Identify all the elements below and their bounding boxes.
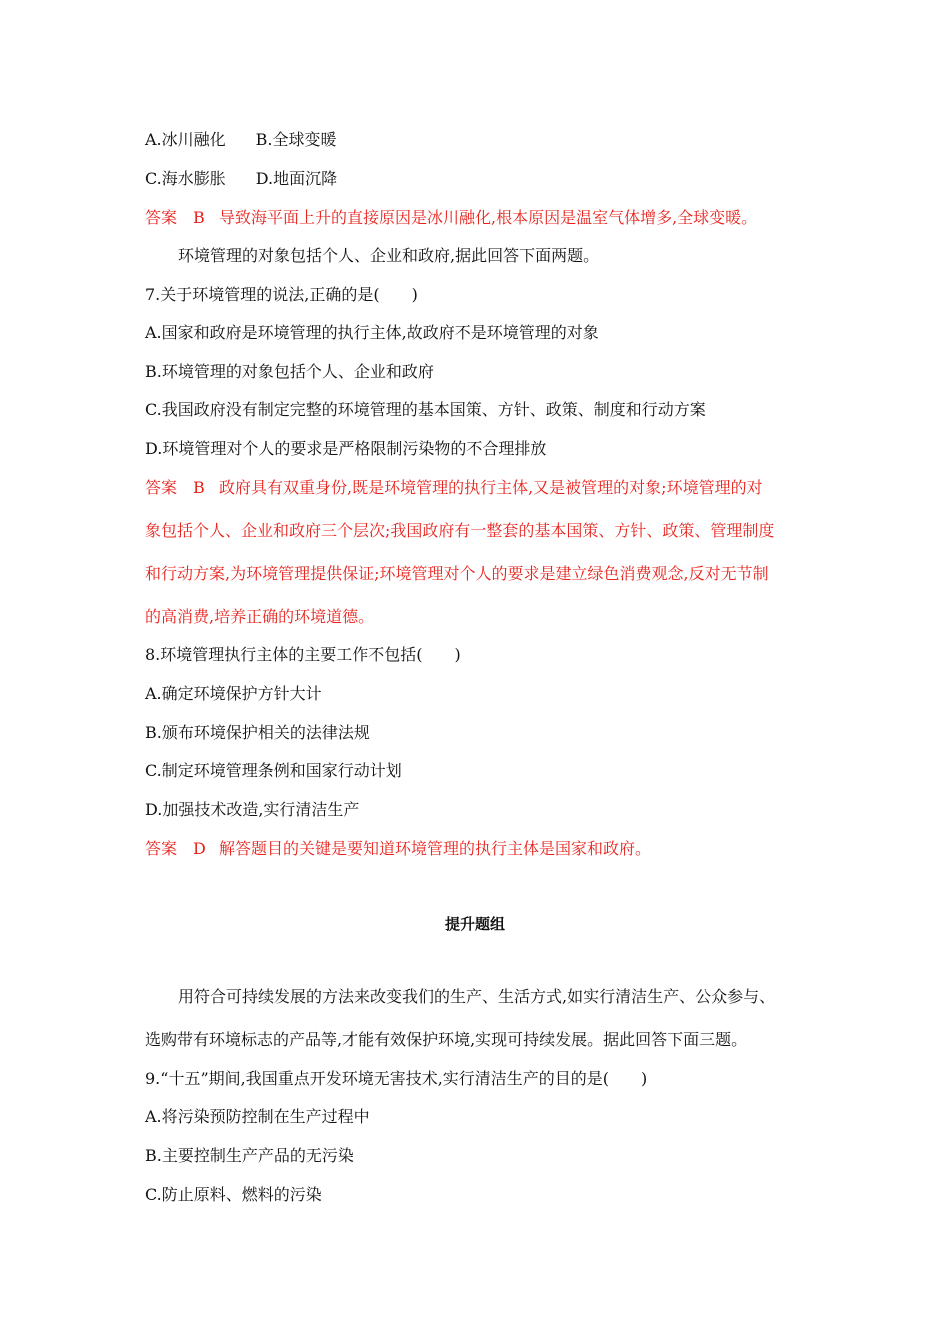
q7-option-c: C.我国政府没有制定完整的环境管理的基本国策、方针、政策、制度和行动方案 (145, 400, 706, 419)
answer-label: 答案 (145, 478, 178, 497)
q7-answer-line-3: 和行动方案,为环境管理提供保证;环境管理对个人的要求是建立绿色消费观念,反对无节制 (145, 564, 769, 583)
q8-answer (145, 838, 651, 860)
q9-option-c: C.防止原料、燃料的污染 (145, 1185, 322, 1204)
answer-explanation: 解答题目的关键是要知道环境管理的执行主体是国家和政府。 (219, 839, 652, 858)
answer-label: 答案 (145, 208, 178, 227)
q7-answer-line-1 (145, 477, 763, 499)
q7-option-a: A.国家和政府是环境管理的执行主体,故政府不是环境管理的对象 (145, 323, 599, 342)
q6-option-a: A.冰川融化 (145, 130, 226, 149)
q8-question: 8.环境管理执行主体的主要工作不包括( ) (145, 645, 461, 664)
q9-option-a: A.将污染预防控制在生产过程中 (145, 1107, 370, 1126)
q7-answer-line-2: 象包括个人、企业和政府三个层次;我国政府有一整套的基本国策、方针、政策、管理制度 (145, 521, 775, 540)
intro-q9-line-1: 用符合可持续发展的方法来改变我们的生产、生活方式,如实行清洁生产、公众参与、 (178, 987, 776, 1006)
answer-key: B (193, 208, 205, 227)
q7-option-b: B.环境管理的对象包括个人、企业和政府 (145, 362, 434, 381)
q7-question: 7.关于环境管理的说法,正确的是( ) (145, 285, 418, 304)
q6-option-b: B.全球变暖 (255, 130, 337, 149)
intro-q7-q8: 环境管理的对象包括个人、企业和政府,据此回答下面两题。 (178, 246, 600, 265)
q8-option-a: A.确定环境保护方针大计 (145, 684, 322, 703)
answer-explanation: 政府具有双重身份,既是环境管理的执行主体,又是被管理的对象;环境管理的对 (219, 478, 763, 497)
answer-key: D (193, 839, 206, 858)
q7-option-d: D.环境管理对个人的要求是严格限制污染物的不合理排放 (145, 439, 547, 458)
intro-q9-line-2: 选购带有环境标志的产品等,才能有效保护环境,实现可持续发展。据此回答下面三题。 (145, 1030, 748, 1049)
q9-option-b: B.主要控制生产产品的无污染 (145, 1146, 354, 1165)
answer-explanation: 导致海平面上升的直接原因是冰川融化,根本原因是温室气体增多,全球变暖。 (219, 208, 758, 227)
q6-option-d: D.地面沉降 (255, 169, 338, 188)
q6-options-row-2 (145, 168, 337, 190)
q6-options-row-1 (145, 129, 337, 151)
q6-answer (145, 207, 757, 229)
answer-key: B (193, 478, 205, 497)
q8-option-c: C.制定环境管理条例和国家行动计划 (145, 761, 402, 780)
q7-answer-line-4: 的高消费,培养正确的环境道德。 (145, 607, 375, 626)
q6-option-c: C.海水膨胀 (145, 169, 226, 188)
section-title: 提升题组 (444, 915, 505, 933)
answer-label: 答案 (145, 839, 178, 858)
q8-option-d: D.加强技术改造,实行清洁生产 (145, 800, 360, 819)
q9-question: 9.“十五”期间,我国重点开发环境无害技术,实行清洁生产的目的是( ) (145, 1069, 648, 1088)
q8-option-b: B.颁布环境保护相关的法律法规 (145, 723, 370, 742)
